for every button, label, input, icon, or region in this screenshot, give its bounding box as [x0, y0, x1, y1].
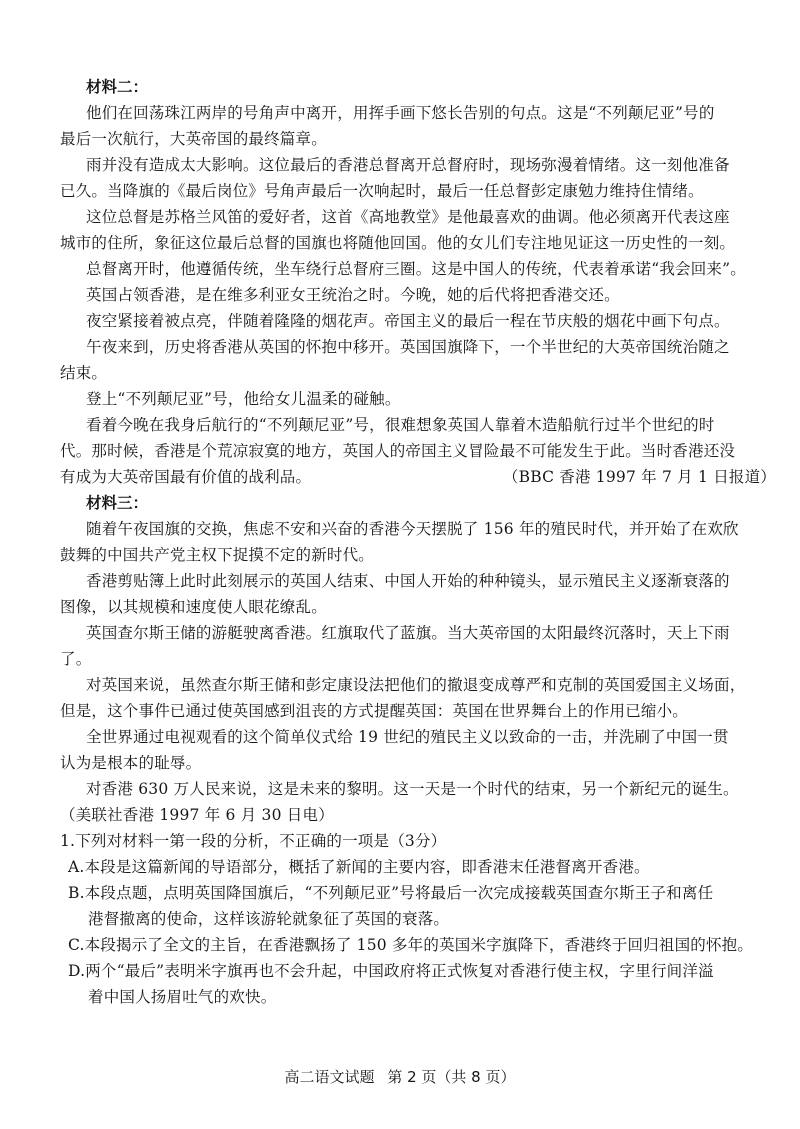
material-2-heading: 材料二：	[86, 78, 149, 96]
paragraph-line: 最后一次航行，大英帝国的最终篇章。	[60, 130, 327, 148]
footer-page-number: 第 2 页（共 8 页）	[387, 1068, 516, 1086]
paragraph-line: 图像，以其规模和速度使人眼花缭乱。	[60, 598, 327, 616]
footer-subject: 高二语文试题	[284, 1068, 375, 1086]
paragraph-line: 全世界通过电视观看的这个简单仪式给 19 世纪的殖民主义以致命的一击，并洗刷了中国一贯	[86, 728, 729, 746]
paragraph-line: 有成为大英帝国最有价值的战利品。	[60, 468, 312, 486]
paragraph-line: 城市的住所，象征这位最后总督的国旗也将随他回国。他的女儿们专注地见证这一历史性的一刻。	[60, 234, 736, 252]
paragraph-line: 总督离开时，他遵循传统，坐车绕行总督府三圈。这是中国人的传统，代表着承诺“我会回来”。	[86, 260, 746, 278]
paragraph-line: 雨并没有造成太大影响。这位最后的香港总督离开总督府时，现场弥漫着情绪。这一刻他准备	[86, 156, 730, 174]
news-source-citation: （BBC 香港 1997 年 7 月 1 日报道）	[502, 468, 776, 486]
paragraph-line: 看着今晚在我身后航行的“不列颠尼亚”号，很难想象英国人靠着木造船航行过半个世纪的时	[86, 416, 715, 434]
exam-page	[60, 74, 780, 1010]
paragraph-line: 这位总督是苏格兰风笛的爱好者，这首《高地教堂》是他最喜欢的曲调。他必须离开代表这座	[86, 208, 730, 226]
news-source-citation: （美联社香港 1997 年 6 月 30 日电）	[60, 806, 334, 824]
paragraph-line: 但是，这个事件已通过使英国感到沮丧的方式提醒英国：英国在世界舞台上的作用已缩小。	[60, 702, 689, 720]
page-footer	[0, 1066, 800, 1087]
material-2-last-line	[60, 464, 780, 490]
paragraph-line: 认为是根本的耻辱。	[60, 754, 202, 772]
question-option-b-continued: 港督撤离的使命，这样该游轮就象征了英国的衰落。	[88, 910, 450, 928]
paragraph-line: 随着午夜国旗的交换，焦虑不安和兴奋的香港今天摆脱了 156 年的殖民时代，并开始了在欢欣	[86, 520, 739, 538]
paragraph-line: 英国查尔斯王储的游艇驶离香港。红旗取代了蓝旗。当大英帝国的太阳最终沉落时，天上下雨	[86, 624, 730, 642]
question-option-b: B.本段点题，点明英国降国旗后，“不列颠尼亚”号将最后一次完成接载英国查尔斯王子和离任	[68, 884, 714, 902]
paragraph-line: 了。	[60, 650, 92, 668]
question-option-d: D.两个“最后”表明米字旗再也不会升起，中国政府将正式恢复对香港行使主权，字里行间洋溢	[68, 962, 714, 980]
paragraph-line: 午夜来到，历史将香港从英国的怀抱中移开。英国国旗降下，一个半世纪的大英帝国统治随之	[86, 338, 730, 356]
question-option-a: A.本段是这篇新闻的导语部分，概括了新闻的主要内容，即香港末任港督离开香港。	[68, 858, 650, 876]
question-stem: 1.下列对材料一第一段的分析，不正确的一项是（3分）	[60, 832, 447, 850]
question-option-c: C.本段揭示了全文的主旨，在香港飘扬了 150 多年的英国米字旗降下，香港终于回归祖国的怀抱。	[68, 936, 754, 954]
paragraph-line: 香港剪贴簿上此时此刻展示的英国人结束、中国人开始的种种镜头，显示殖民主义逐渐衰落的	[86, 572, 730, 590]
paragraph-line: 对香港 630 万人民来说，这是未来的黎明。这一天是一个时代的结束，另一个新纪元的诞生。	[86, 780, 739, 798]
paragraph-line: 他们在回荡珠江两岸的号角声中离开，用挥手画下悠长告别的句点。这是“不列颠尼亚”号的	[86, 104, 715, 122]
question-option-d-continued: 着中国人扬眉吐气的欢快。	[88, 988, 277, 1006]
paragraph-line: 对英国来说，虽然查尔斯王储和彭定康设法把他们的撤退变成尊严和克制的英国爱国主义场面，	[86, 676, 746, 694]
paragraph-line: 结束。	[60, 364, 108, 382]
paragraph-line: 鼓舞的中国共产党主权下捉摸不定的新时代。	[60, 546, 375, 564]
paragraph-line: 代。那时候，香港是个荒凉寂寞的地方，英国人的帝国主义冒险最不可能发生于此。当时香港还没	[60, 442, 736, 460]
paragraph-line: 夜空紧接着被点亮，伴随着隆隆的烟花声。帝国主义的最后一程在节庆般的烟花中画下句点。	[86, 312, 730, 330]
material-3-heading: 材料三：	[86, 494, 149, 512]
paragraph-line: 登上“不列颠尼亚”号，他给女儿温柔的碰触。	[86, 390, 401, 408]
paragraph-line: 英国占领香港，是在维多利亚女王统治之时。今晚，她的后代将把香港交还。	[86, 286, 620, 304]
paragraph-line: 已久。当降旗的《最后岗位》号角声最后一次响起时，最后一任总督彭定康勉力维持住情绪。	[60, 182, 704, 200]
